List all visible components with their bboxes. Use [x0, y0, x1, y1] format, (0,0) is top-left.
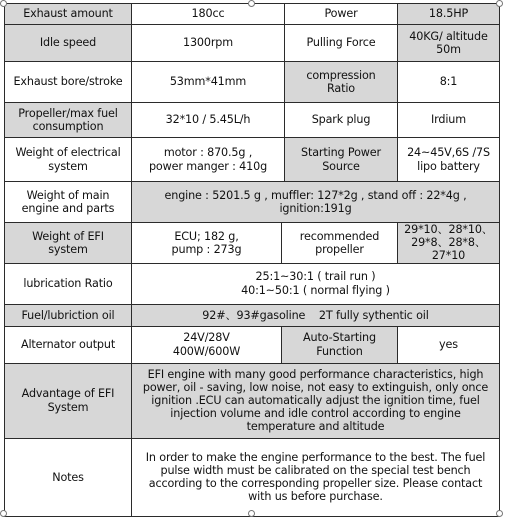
- efi-advantage-line: EFI engine with many good performance characteristics, high: [147, 367, 484, 381]
- efi-advantage-line: ignition .ECU can automatically adjust the ignition time, fuel: [151, 394, 480, 407]
- efi-advantage-line: power, oil - saving, low noise, not easy to extinguish, only once: [142, 380, 489, 394]
- compression-label: [285, 62, 398, 103]
- efi-weight-label-line2: system: [48, 242, 88, 256]
- resize-handle-top-mid[interactable]: [248, 0, 255, 7]
- idle-speed-label: Idle speed: [5, 25, 132, 62]
- electrical-weight-value: [132, 138, 285, 182]
- table-row: [5, 138, 500, 182]
- power-value: 18.5HP: [398, 4, 500, 25]
- efi-advantage-label: [5, 363, 132, 438]
- recommended-propeller-label-line1: recommended: [299, 229, 380, 243]
- auto-starting-label: [282, 326, 398, 363]
- alternator-line1: 24V/28V: [183, 331, 230, 345]
- engine-weight-label: [5, 182, 132, 223]
- resize-handle-bottom-right[interactable]: [496, 510, 503, 517]
- pulling-force-line2: 50m: [436, 43, 461, 56]
- table-row: [5, 182, 500, 223]
- table-row: [5, 25, 500, 62]
- fuel-oil-fuel: 92#、93#gasoline: [202, 308, 306, 322]
- efi-weight-label-line1: Weight of EFI: [32, 229, 104, 243]
- starting-power-line2: lipo battery: [417, 159, 480, 173]
- lubrication-ratio-line1: 25:1~30:1 ( trail run ): [255, 270, 376, 284]
- starting-power-label-line2: Source: [322, 159, 360, 173]
- notes-label: Notes: [5, 438, 132, 516]
- pulling-force-line1: 40KG/ altitude: [409, 29, 488, 43]
- propeller-fuel-label-line1: Propeller/max fuel: [18, 106, 118, 120]
- efi-weight-line1: ECU; 182 g,: [174, 229, 239, 243]
- notes-line: In order to make the engine performance to the best. The fuel: [145, 450, 486, 464]
- fuel-oil-value: [132, 304, 500, 326]
- electrical-weight-line1: motor : 870.5g ,: [163, 146, 253, 160]
- starting-power-label-line1: Starting Power: [301, 146, 381, 160]
- engine-weight-value: [132, 182, 500, 223]
- recommended-propeller-line2: 29*8、28*8、27*10: [411, 236, 486, 263]
- table-row: [5, 62, 500, 103]
- alternator-label: Alternator output: [5, 326, 132, 363]
- engine-weight-line1: engine : 5201.5 g , muffler: 127*2g , stand off : 22*4g ,: [164, 188, 467, 202]
- exhaust-amount-value: 180cc: [132, 4, 285, 25]
- compression-value: 8:1: [398, 62, 500, 103]
- fuel-oil-oil: 2T fully sythentic oil: [318, 308, 429, 322]
- starting-power-line1: 24~45V,6S /7S: [407, 146, 490, 160]
- efi-advantage-label-line1: Advantage of EFI: [21, 387, 115, 401]
- table-row: [5, 103, 500, 138]
- resize-handle-bottom-mid[interactable]: [248, 510, 255, 517]
- auto-starting-value: yes: [398, 326, 500, 363]
- bore-stroke-label: Exhaust bore/stroke: [5, 62, 132, 103]
- propeller-fuel-value: 32*10 / 5.45L/h: [132, 103, 285, 138]
- efi-weight-label: [5, 223, 132, 264]
- resize-handle-bottom-left[interactable]: [0, 510, 7, 517]
- compression-label-line2: Ratio: [327, 82, 355, 95]
- efi-advantage-line: injection volume and idle control according to engine: [170, 407, 461, 421]
- compression-label-line1: compression: [306, 68, 376, 82]
- recommended-propeller-line1: 29*10、28*10、: [404, 223, 493, 236]
- recommended-propeller-label-line2: propeller: [315, 242, 364, 256]
- engine-weight-label-line1: Weight of main: [26, 188, 110, 202]
- table-row: [5, 223, 500, 264]
- engine-weight-line2: ignition:191g: [279, 202, 352, 215]
- propeller-fuel-label: [5, 103, 132, 138]
- lubrication-ratio-value: [132, 263, 500, 304]
- resize-handle-top-left[interactable]: [0, 0, 7, 7]
- auto-starting-label-line2: Function: [316, 344, 363, 358]
- bore-stroke-value: 53mm*41mm: [132, 62, 285, 103]
- spark-plug-label: Spark plug: [285, 103, 398, 138]
- table-row: [5, 438, 500, 516]
- idle-speed-value: 1300rpm: [132, 25, 285, 62]
- table-row: [5, 326, 500, 363]
- notes-text: [132, 438, 500, 516]
- notes-line: pulse width must be calibrated on the special test bench: [160, 463, 471, 477]
- table-row: [5, 304, 500, 326]
- efi-weight-line2: pump : 273g: [171, 242, 242, 256]
- electrical-weight-label: [5, 138, 132, 182]
- starting-power-value: [398, 138, 500, 182]
- efi-weight-value: [132, 223, 282, 264]
- lubrication-ratio-label: lubrication Ratio: [5, 263, 132, 304]
- electrical-weight-label-line2: system: [48, 159, 88, 173]
- electrical-weight-label-line1: Weight of electrical: [15, 146, 121, 160]
- recommended-propeller-value: [398, 223, 500, 264]
- resize-handle-top-right[interactable]: [496, 0, 503, 7]
- fuel-oil-label: Fuel/lubriction oil: [5, 304, 132, 326]
- spark-plug-value: Irdium: [398, 103, 500, 138]
- efi-advantage-text: [132, 363, 500, 438]
- notes-line: according to the corresponding propeller size. Please contact: [148, 477, 483, 491]
- pulling-force-value: [398, 25, 500, 62]
- engine-spec-table: [4, 3, 500, 517]
- alternator-value: [132, 326, 282, 363]
- notes-line: with us before purchase.: [248, 490, 383, 504]
- engine-weight-label-line2: engine and parts: [21, 202, 115, 215]
- auto-starting-label-line1: Auto-Starting: [303, 331, 376, 345]
- table-row: [5, 363, 500, 438]
- table-row: [5, 263, 500, 304]
- starting-power-label: [285, 138, 398, 182]
- alternator-line2: 400W/600W: [172, 344, 241, 358]
- efi-advantage-line: temperature and altitude: [246, 420, 385, 434]
- pulling-force-label: Pulling Force: [285, 25, 398, 62]
- lubrication-ratio-line2: 40:1~50:1 ( normal flying ): [241, 283, 390, 297]
- efi-advantage-label-line2: System: [47, 400, 89, 414]
- spec-table-frame: [4, 3, 499, 517]
- power-label: Power: [285, 4, 398, 25]
- propeller-fuel-label-line2: consumption: [32, 120, 104, 133]
- electrical-weight-line2: power manger : 410g: [148, 159, 268, 173]
- exhaust-amount-label: Exhaust amount: [5, 4, 132, 25]
- recommended-propeller-label: [282, 223, 398, 264]
